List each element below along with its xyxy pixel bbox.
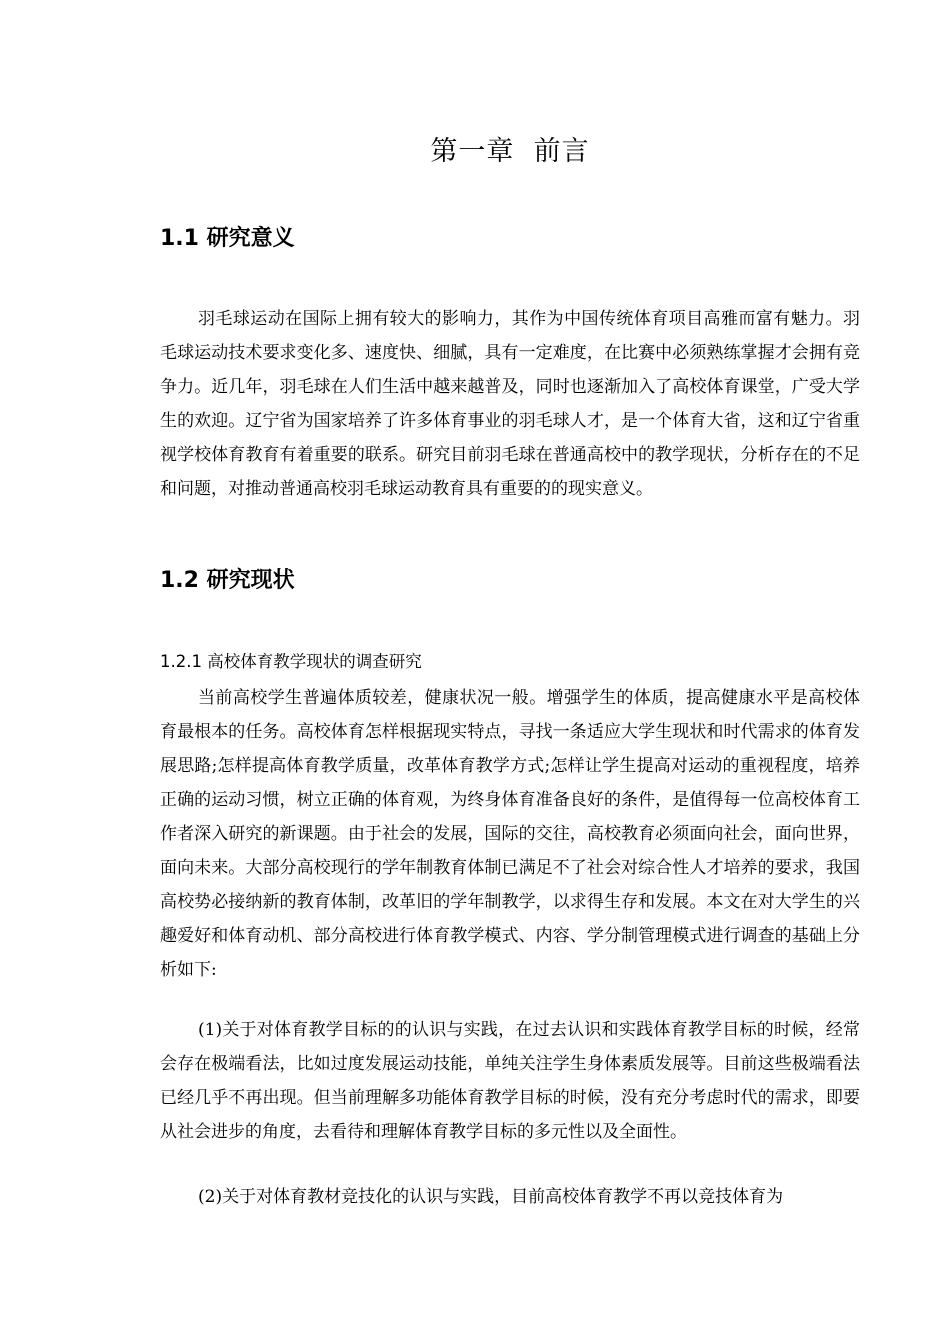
paragraph-research-significance: 羽毛球运动在国际上拥有较大的影响力，其作为中国传统体育项目高雅而富有魅力。羽毛球运动技术要求变化多、速度快、细腻，具有一定难度，在比赛中必须熟练掌握才会拥有竞争力。近几年，羽毛球在人们生活中越来越普及，同时也逐渐加入了高校体育课堂，广受大学生的欢迎。辽宁省为国家培养了许多体育事业的羽毛球人才，是一个体育大省，这和辽宁省重视学校体育教育有着重要的联系。研究目前羽毛球在普通高校中的教学现状，分析存在的不足和问题，对推动普通高校羽毛球运动教育具有重要的的现实意义。 (160, 309, 860, 499)
subsection-heading-teaching-survey: 1.2.1 高校体育教学现状的调查研究 (160, 652, 422, 671)
section-heading-research-status: 1.2 研究现状 (160, 568, 295, 593)
section-heading-research-significance: 1.1 研究意义 (160, 226, 295, 251)
paragraph-teaching-materials: (2)关于对体育教材竞技化的认识与实践，目前高校体育教学不再以竞技体育为 (198, 1187, 784, 1207)
paragraph-teaching-goals: (1)关于对体育教学目标的的认识与实践，在过去认识和实践体育教学目标的时候，经常会存在极端看法，比如过度发展运动技能，单纯关注学生身体素质发展等。目前这些极端看法已经几乎不再出现。但当前理解多功能体育教学目标的时候，没有充分考虑时代的需求，即要从社会进步的角度，去看待和理解体育教学目标的多元性以及全面性。 (160, 1020, 860, 1142)
chapter-title: 第一章 前言 (430, 136, 590, 167)
paragraph-teaching-survey-intro: 当前高校学生普遍体质较差，健康状况一般。增强学生的体质，提高健康水平是高校体育最根本的任务。高校体育怎样根据现实特点，寻找一条适应大学生现状和时代需求的体育发展思路;怎样提高体育教学质量，改革体育教学方式;怎样让学生提高对运动的重视程度，培养正确的运动习惯，树立正确的体育观，为终身体育准备良好的条件，是值得每一位高校体育工作者深入研究的新课题。由于社会的发展，国际的交往，高校教育必须面向社会，面向世界，面向未来。大部分高校现行的学年制教育体制已满足不了社会对综合性人才培养的要求，我国高校势必接纳新的教育体制，改革旧的学年制教学，以求得生存和发展。本文在对大学生的兴趣爱好和体育动机、部分高校进行体育教学模式、内容、学分制管理模式进行调查的基础上分析如下: (160, 688, 860, 980)
